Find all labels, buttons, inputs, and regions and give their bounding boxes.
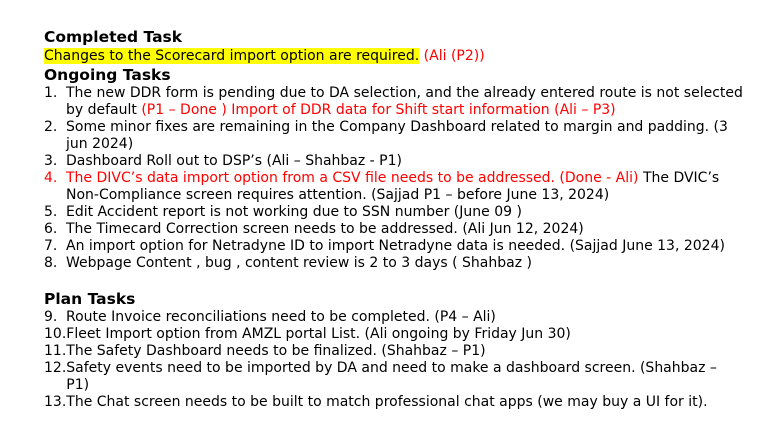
item-text: The Chat screen needs to be built to match professional chat apps (we may buy a UI for it). <box>66 394 708 410</box>
item-number: 2. <box>44 119 58 135</box>
item-number: 13. <box>44 394 67 410</box>
plan-list <box>44 309 744 411</box>
completed-tag: (Ali (P2)) <box>419 48 485 64</box>
item-number: 10. <box>44 326 67 342</box>
item-text: Some minor fixes are remaining in the Company Dashboard related to margin and padding. (3 jun 2024) <box>66 119 728 152</box>
item-text-main: The new DDR form is pending due to DA selection, and the already entered route is not selected by default <box>66 85 743 118</box>
list-item <box>44 170 744 204</box>
item-text: Webpage Content , bug , content review is 2 to 3 days ( Shahbaz ) <box>66 255 532 271</box>
item-number: 9. <box>44 309 58 325</box>
item-number: 4. <box>44 170 58 186</box>
list-item <box>44 309 744 326</box>
item-number: 8. <box>44 255 58 271</box>
list-item <box>44 343 744 360</box>
item-text-red: (P1 – Done ) Import of DDR data for Shift start information (Ali – P3) <box>141 102 616 118</box>
list-item <box>44 85 744 119</box>
item-text-main: The DVIC’s Non-Compliance screen requires attention. (Sajjad P1 – before June 13, 2024) <box>66 170 720 203</box>
item-text: An import option for Netradyne ID to import Netradyne data is needed. (Sajjad June 13, 2024) <box>66 238 725 254</box>
item-text <box>66 170 744 204</box>
list-item <box>44 221 744 238</box>
ongoing-list <box>44 85 744 272</box>
item-text: Safety events need to be imported by DA and need to make a dashboard screen. (Shahbaz – P1) <box>66 360 717 393</box>
completed-heading: Completed Task <box>44 28 183 46</box>
item-text: Route Invoice reconciliations need to be completed. (P4 – Ali) <box>66 309 496 325</box>
list-item <box>44 255 744 272</box>
item-number: 12. <box>44 360 67 376</box>
list-item <box>44 119 744 153</box>
plan-heading: Plan Tasks <box>44 290 136 308</box>
completed-text: Changes to the Scorecard import option are required. <box>44 48 420 64</box>
item-number: 11. <box>44 343 67 359</box>
item-number: 7. <box>44 238 58 254</box>
list-item <box>44 360 744 394</box>
item-number: 6. <box>44 221 58 237</box>
list-item <box>44 326 744 343</box>
list-item <box>44 153 744 170</box>
list-item <box>44 238 744 255</box>
item-text: Dashboard Roll out to DSP’s (Ali – Shahbaz - P1) <box>66 153 402 169</box>
item-number: 5. <box>44 204 58 220</box>
list-item <box>44 394 744 411</box>
item-number: 1. <box>44 85 58 101</box>
item-text: The Safety Dashboard needs to be finalized. (Shahbaz – P1) <box>66 343 486 359</box>
item-text-red: The DIVC’s data import option from a CSV file needs to be addressed. (Done - Ali) <box>66 170 639 186</box>
item-text <box>66 85 744 119</box>
ongoing-heading: Ongoing Tasks <box>44 66 171 84</box>
item-text: Edit Accident report is not working due to SSN number (June 09 ) <box>66 204 522 220</box>
section-spacer <box>44 272 744 290</box>
list-item <box>44 204 744 221</box>
item-text: The Timecard Correction screen needs to be addressed. (Ali Jun 12, 2024) <box>66 221 584 237</box>
item-number: 3. <box>44 153 58 169</box>
task-document <box>44 28 744 411</box>
item-text: Fleet Import option from AMZL portal List. (Ali ongoing by Friday Jun 30) <box>66 326 571 342</box>
completed-line <box>44 47 744 66</box>
